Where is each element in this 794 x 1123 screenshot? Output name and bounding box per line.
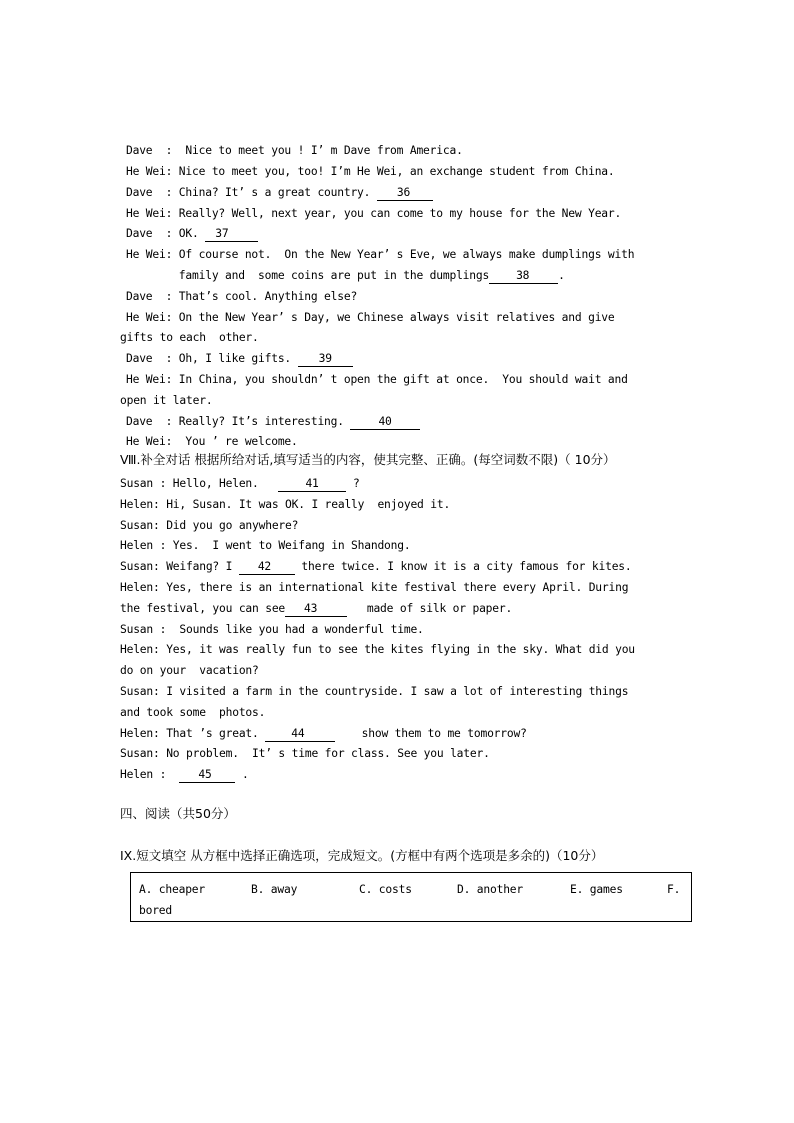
dialogue-line: Susan: Weifang? I 42 there twice. I know it is a city famous for kites. bbox=[120, 560, 632, 573]
option-f: F. bbox=[667, 883, 681, 896]
dialogue-line: Susan : Hello, Helen. 41 ? bbox=[120, 477, 360, 490]
dialogue-line: and took some photos. bbox=[120, 706, 266, 719]
option-f-word: bored bbox=[139, 904, 173, 917]
options-box bbox=[130, 872, 692, 922]
answer-blank: 42 bbox=[239, 559, 295, 575]
answer-blank: 40 bbox=[350, 414, 420, 430]
option-d: D. another bbox=[457, 883, 524, 896]
dialogue-line: do on your vacation? bbox=[120, 664, 259, 677]
dialogue-line: Susan : Sounds like you had a wonderful time. bbox=[120, 623, 424, 636]
dialogue-line: Susan: No problem. It’ s time for class. See you later. bbox=[120, 747, 490, 760]
dialogue-line: He Wei: On the New Year’ s Day, we Chinese always visit relatives and give bbox=[126, 311, 615, 324]
dialogue-line: He Wei: You ’ re welcome. bbox=[126, 435, 298, 448]
option-b: B. away bbox=[251, 883, 298, 896]
dialogue-line: Dave : Really? It’s interesting. 40 bbox=[126, 412, 420, 432]
dialogue-line: Helen: That ’s great. 44 show them to me tomorrow? bbox=[120, 727, 527, 740]
answer-blank: 41 bbox=[278, 476, 346, 492]
dialogue-line: Dave : Nice to meet you ! I’ m Dave from America. bbox=[126, 144, 463, 157]
answer-blank: 38 bbox=[489, 268, 558, 284]
answer-blank: 39 bbox=[298, 351, 353, 367]
dialogue-line: Susan: Did you go anywhere? bbox=[120, 519, 299, 532]
option-e: E. games bbox=[570, 883, 623, 896]
answer-blank: 37 bbox=[205, 226, 258, 242]
dialogue-line: family and some coins are put in the dumplings 38 . bbox=[126, 269, 565, 282]
dialogue-line: Susan: I visited a farm in the countryside. I saw a lot of interesting things bbox=[120, 685, 629, 698]
dialogue-line: He Wei: Nice to meet you, too! I’m He Wei, an exchange student from China. bbox=[126, 165, 615, 178]
dialogue-line: Helen : 45 . bbox=[120, 768, 249, 781]
dialogue-line: Dave : Oh, I like gifts. 39 bbox=[126, 349, 353, 369]
section-heading: Ⅷ.补全对话 根据所给对话,填写适当的内容，使其完整、正确。(每空词数不限)（ 10分） bbox=[120, 452, 616, 467]
dialogue-line: Helen : Yes. I went to Weifang in Shandong. bbox=[120, 539, 411, 552]
dialogue-line: Helen: Hi, Susan. It was OK. I really enjoyed it. bbox=[120, 498, 451, 511]
dialogue-line: open it later. bbox=[120, 394, 213, 407]
dialogue-line: gifts to each other. bbox=[120, 331, 259, 344]
dialogue-line: Dave : China? It’ s a great country. 36 bbox=[126, 183, 433, 203]
answer-blank: 44 bbox=[265, 726, 335, 742]
dialogue-line: the festival, you can see 43 made of silk or paper. bbox=[120, 602, 513, 615]
answer-blank: 43 bbox=[285, 601, 347, 617]
section-heading: IX.短文填空 从方框中选择正确选项，完成短文。(方框中有两个选项是多余的)（10分） bbox=[120, 848, 604, 863]
dialogue-line: Helen: Yes, it was really fun to see the kites flying in the sky. What did you bbox=[120, 643, 635, 656]
dialogue-line: Helen: Yes, there is an international kite festival there every April. During bbox=[120, 581, 629, 594]
dialogue-line: He Wei: In China, you shouldn’ t open the gift at once. You should wait and bbox=[126, 373, 628, 386]
dialogue-line: Dave : That’s cool. Anything else? bbox=[126, 290, 358, 303]
option-a: A. cheaper bbox=[139, 883, 206, 896]
option-c: C. costs bbox=[359, 883, 412, 896]
answer-blank: 45 bbox=[179, 767, 235, 783]
answer-blank: 36 bbox=[377, 185, 433, 201]
dialogue-line: He Wei: Really? Well, next year, you can come to my house for the New Year. bbox=[126, 207, 622, 220]
dialogue-line: Dave : OK. 37 bbox=[126, 224, 258, 244]
section-heading: 四、阅读（共50分） bbox=[120, 806, 236, 821]
dialogue-line: He Wei: Of course not. On the New Year’ s Eve, we always make dumplings with bbox=[126, 248, 635, 261]
